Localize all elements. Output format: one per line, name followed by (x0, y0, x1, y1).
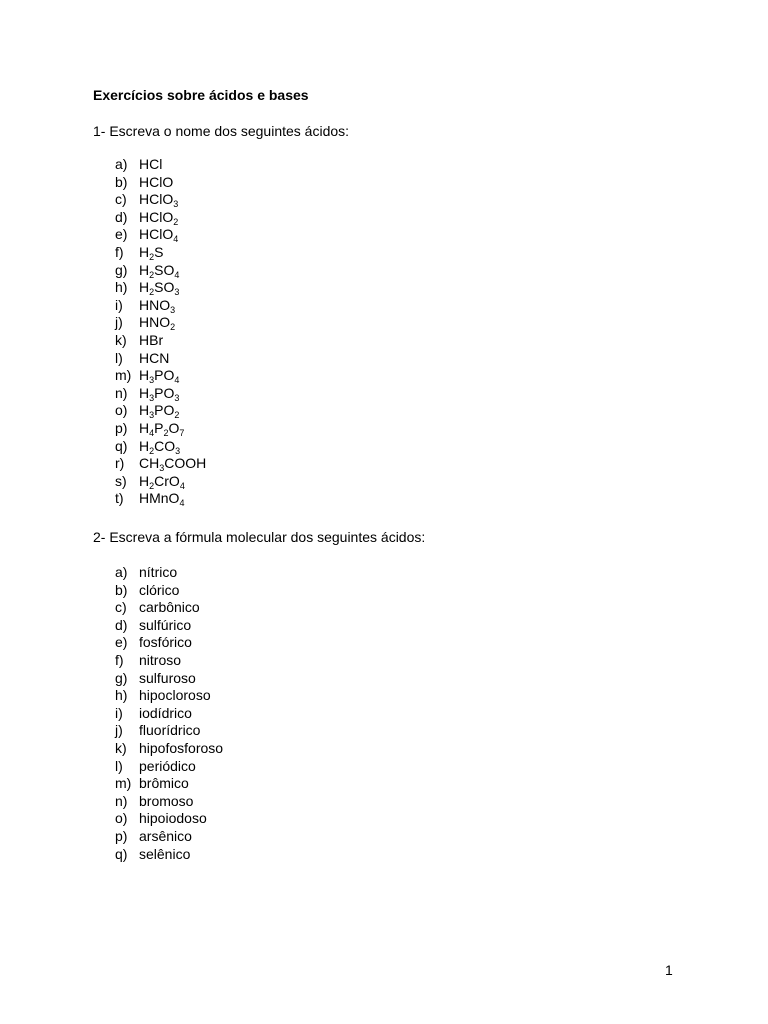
list-item (115, 810, 223, 828)
formula-part: CrO (154, 472, 180, 489)
list-item (115, 617, 223, 635)
list-item (115, 652, 223, 670)
formula-subscript: 4 (179, 480, 185, 491)
chemical-formula (139, 350, 169, 368)
formula-part: SO (154, 279, 175, 296)
chemical-formula (139, 490, 184, 508)
acid-name: nítrico (139, 564, 178, 580)
formula-part: PO (154, 367, 175, 384)
list-item-marker: q) (115, 845, 128, 862)
formula-part: PO (154, 402, 175, 419)
list-item (115, 758, 223, 776)
list-item (115, 473, 206, 491)
list-item-marker: n) (115, 384, 128, 401)
list-item-marker: h) (115, 279, 128, 296)
list-item (115, 174, 206, 192)
document-title: Exercícios sobre ácidos e bases (93, 87, 309, 103)
formula-part: HClO (139, 208, 174, 225)
formula-part: CO (154, 437, 176, 454)
list-item-marker: c) (115, 599, 127, 616)
formula-subscript: 2 (163, 427, 169, 438)
list-item-marker: a) (115, 156, 128, 172)
formula-subscript: 3 (170, 304, 176, 315)
chemical-formula (139, 279, 179, 297)
acid-name: sulfúrico (139, 616, 192, 633)
acid-name: hipoiodoso (139, 810, 207, 827)
formula-subscript: 3 (149, 392, 155, 403)
list-item-marker: q) (115, 437, 128, 454)
list-item (115, 385, 206, 403)
formula-subscript: 4 (149, 427, 155, 438)
chemical-formula (139, 191, 178, 209)
list-item-marker: d) (115, 616, 128, 633)
formula-subscript: 2 (174, 410, 180, 421)
formula-subscript: 3 (173, 199, 179, 210)
list-item-marker: a) (115, 564, 128, 580)
list-item (115, 582, 223, 600)
list-item-marker: r) (115, 455, 125, 472)
formula-part: HBr (139, 331, 164, 348)
list-item (115, 262, 206, 280)
list-item (115, 244, 206, 262)
chemical-formula (139, 402, 179, 420)
formula-part: O (168, 419, 180, 436)
acid-name: selênico (139, 845, 191, 862)
list-item (115, 599, 223, 617)
list-item (115, 705, 223, 723)
chemical-formula (139, 244, 163, 262)
list-item (115, 402, 206, 420)
formula-subscript: 2 (149, 480, 155, 491)
list-item (115, 226, 206, 244)
formula-part: PO (154, 384, 175, 401)
list-item-marker: g) (115, 261, 128, 278)
acid-name: periódico (139, 757, 196, 774)
list-item-marker: s) (115, 472, 127, 489)
chemical-formula (139, 314, 175, 332)
list-item (115, 297, 206, 315)
list-item-marker: n) (115, 792, 128, 809)
list-item-marker: p) (115, 827, 128, 844)
list-item (115, 775, 223, 793)
chemical-formula (139, 226, 178, 244)
list-item-marker: m) (115, 775, 132, 792)
formula-subscript: 3 (149, 410, 155, 421)
page-number: 1 (665, 962, 673, 978)
formula-subscript: 3 (175, 445, 181, 456)
formula-subscript: 2 (149, 287, 155, 298)
chemical-formula (139, 209, 178, 227)
acid-name: fluorídrico (139, 722, 201, 739)
chemical-formula (139, 438, 180, 456)
formula-part: CH (139, 455, 160, 472)
formula-part: H (139, 243, 150, 260)
formula-subscript: 2 (149, 445, 155, 456)
acid-name: fosfórico (139, 634, 192, 651)
formula-part: H (139, 384, 150, 401)
list-item (115, 722, 223, 740)
list-item-marker: f) (115, 243, 124, 260)
formula-part: H (139, 402, 150, 419)
list-item (115, 740, 223, 758)
list-item-marker: f) (115, 651, 124, 668)
formula-part: H (139, 367, 150, 384)
list-item (115, 828, 223, 846)
list-item (115, 564, 223, 582)
list-item (115, 314, 206, 332)
list-item-marker: c) (115, 191, 127, 208)
list-item-marker: b) (115, 581, 128, 598)
list-item (115, 634, 223, 652)
list-item-marker: t) (115, 490, 124, 507)
list-item-marker: e) (115, 226, 128, 243)
list-item (115, 156, 206, 174)
list-item-marker: o) (115, 810, 128, 827)
list-item (115, 793, 223, 811)
chemical-formula (139, 367, 179, 385)
formula-part: HNO (139, 296, 171, 313)
acid-name: iodídrico (139, 704, 192, 721)
chemical-formula (139, 174, 173, 192)
chemical-formula (139, 332, 163, 350)
question-2-list (115, 564, 223, 863)
formula-subscript: 3 (149, 375, 155, 386)
formula-subscript: 2 (170, 322, 176, 333)
question-1-prompt: 1- Escreva o nome dos seguintes ácidos: (93, 123, 350, 139)
list-item-marker: b) (115, 173, 128, 190)
formula-part: HCl (139, 156, 163, 172)
list-item (115, 438, 206, 456)
list-item-marker: o) (115, 402, 128, 419)
formula-part: SO (154, 261, 175, 278)
list-item (115, 367, 206, 385)
formula-subscript: 3 (159, 463, 165, 474)
formula-part: HCN (139, 349, 170, 366)
acid-name: clórico (139, 581, 180, 598)
formula-part: H (139, 472, 150, 489)
list-item (115, 191, 206, 209)
formula-part: HClO (139, 226, 174, 243)
acid-name: nitroso (139, 651, 182, 668)
question-1-list (115, 156, 206, 508)
list-item (115, 279, 206, 297)
formula-subscript: 4 (174, 269, 180, 280)
formula-part: HClO (139, 191, 174, 208)
list-item-marker: p) (115, 419, 128, 436)
list-item-marker: j) (115, 314, 123, 331)
chemical-formula (139, 156, 162, 174)
list-item (115, 420, 206, 438)
list-item-marker: k) (115, 331, 127, 348)
chemical-formula (139, 262, 179, 280)
formula-subscript: 2 (173, 216, 179, 227)
list-item (115, 350, 206, 368)
formula-part: HClO (139, 173, 174, 190)
formula-part: HMnO (139, 490, 180, 507)
acid-name: carbônico (139, 599, 200, 616)
formula-subscript: 2 (149, 269, 155, 280)
acid-name: brômico (139, 775, 189, 792)
list-item (115, 455, 206, 473)
chemical-formula (139, 455, 206, 473)
list-item (115, 332, 206, 350)
formula-part: H (139, 261, 150, 278)
formula-subscript: 7 (179, 427, 185, 438)
list-item-marker: k) (115, 739, 127, 756)
formula-part: P (154, 419, 164, 436)
acid-name: sulfuroso (139, 669, 196, 686)
acid-name: hipocloroso (139, 687, 211, 704)
acid-name: hipofosforoso (139, 739, 224, 756)
list-item-marker: l) (115, 349, 123, 366)
list-item-marker: j) (115, 722, 123, 739)
list-item (115, 687, 223, 705)
acid-name: arsênico (139, 827, 192, 844)
formula-part: H (139, 419, 150, 436)
chemical-formula (139, 473, 185, 491)
formula-part: COOH (164, 455, 207, 472)
formula-subscript: 4 (173, 234, 179, 245)
list-item (115, 209, 206, 227)
formula-subscript: 3 (174, 392, 180, 403)
formula-part: H (139, 437, 150, 454)
formula-subscript: 2 (149, 251, 155, 262)
list-item-marker: d) (115, 208, 128, 225)
list-item-marker: i) (115, 704, 123, 721)
acid-name: bromoso (139, 792, 194, 809)
question-2-prompt: 2- Escreva a fórmula molecular dos seguintes ácidos: (93, 529, 426, 545)
list-item-marker: g) (115, 669, 128, 686)
list-item (115, 846, 223, 864)
formula-part: S (154, 243, 164, 260)
chemical-formula (139, 385, 179, 403)
chemical-formula (139, 420, 184, 438)
list-item-marker: l) (115, 757, 123, 774)
list-item (115, 490, 206, 508)
formula-subscript: 4 (174, 375, 180, 386)
list-item (115, 670, 223, 688)
formula-part: HNO (139, 314, 171, 331)
formula-part: H (139, 279, 150, 296)
formula-subscript: 3 (174, 287, 180, 298)
list-item-marker: e) (115, 634, 128, 651)
list-item-marker: i) (115, 296, 123, 313)
chemical-formula (139, 297, 175, 315)
list-item-marker: h) (115, 687, 128, 704)
list-item-marker: m) (115, 367, 132, 384)
formula-subscript: 4 (179, 498, 185, 509)
